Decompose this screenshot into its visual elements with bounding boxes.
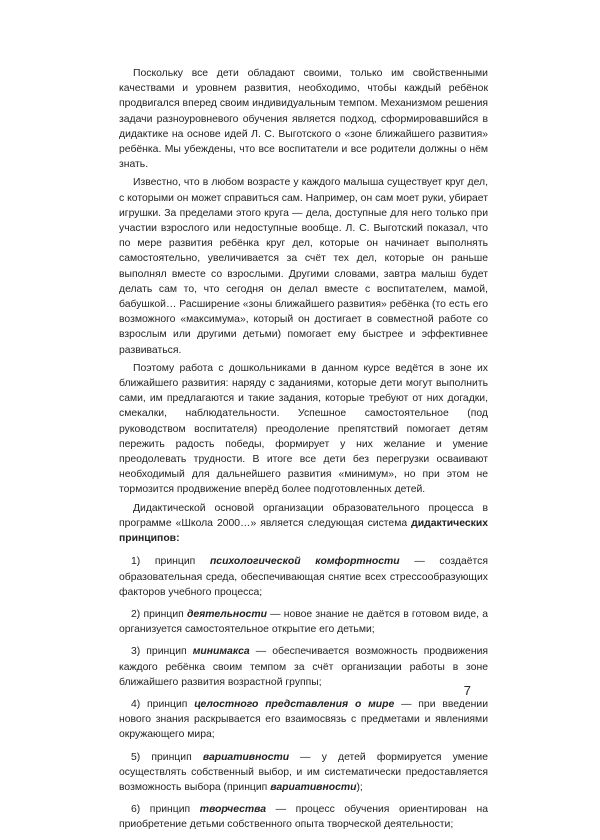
paragraph-1: Поскольку все дети обладают своими, только им свойственными качествами и уровнем развития, необходимо, чтобы каждый ребёнок продвигался вперед своим индивидуальным темпом. Механизмом решения задачи разноуровневого обучения является подход, сформировавшийся в дидактике на основе идей Л. С. Выготского о «зоне ближайшего развития» ребёнка. Мы убеждены, что все воспитатели и все родители должны о нём знать.: [119, 68, 488, 171]
principle-5: 5) принцип вариативности — у детей формируется умение осуществлять собственный выбор, и им систематически предоставляется возможность выбора (принцип вариативности);: [119, 751, 488, 793]
principle-2: 2) принцип деятельности — новое знание не даётся в готовом виде, а организуется самостоятельное открытие его детьми;: [119, 608, 488, 636]
principle-4: 4) принцип целостного представления о мире — при введении нового знания раскрывается его взаимосвязь с предметами и явлениями окружающего мира;: [119, 698, 488, 741]
page-number: 7: [463, 683, 471, 698]
paragraph-2: Известно, что в любом возрасте у каждого малыша существует круг дел, с которыми он может справиться сам. Например, он сам моет руки, убирает игрушки. За пределами этого круга — дела, доступные для него только при участии взрослого или недоступные вообще. Л. С. Выготский показал, что по мере развития ребёнка круг дел, которые он начинает выполнять самостоятельно, увеличивается за счёт тех дел, которые он раньше выполнял вместе со взрослыми. Другими словами, завтра малыш будет делать сам то, что сегодня он делал вместе с воспитателем, мамой, бабушкой… Расширение «зоны ближайшего развития» ребёнка (то есть его возможного «максимума», который он достигает в совместной работе со взрослым или другими детьми) помогает ему быстрее и эффективнее развиваться.: [119, 177, 488, 356]
paragraph-3: Поэтому работа с дошкольниками в данном курсе ведётся в зоне их ближайшего развития: наряду с заданиями, которые дети могут выполнить сами, им предлагаются и такие задания, которые требуют от них догадки, смекалки, наблюдательности. Успешное самостоятельное (под руководством воспитателя) преодоление препятствий помогает детям пережить радость победы, формирует у них желание и умение преодолевать трудности. В итоге все дети без перегрузки осваивают необходимый для дальнейшего развития «минимум», но при этом не тормозится продвижение вперёд более подготовленных детей.: [119, 362, 488, 496]
principle-6: 6) принцип творчества — процесс обучения ориентирован на приобретение детьми собственного опыта творческой деятельности;: [119, 804, 488, 831]
paragraph-4: Дидактической основой организации образовательного процесса в программе «Школа 2000…» является следующая система дидактических принципов:: [119, 502, 488, 545]
principle-3: 3) принцип минимакса — обеспечивается возможность продвижения каждого ребёнка своим темпом за счёт организации работы в зоне ближайшего развития возрастной группы;: [119, 646, 488, 688]
principle-1: 1) принцип психологической комфортности — создаётся образовательная среда, обеспечивающая снятие всех стрессообразующих факторов учебного процесса;: [119, 556, 488, 598]
body-text: [119, 66, 488, 840]
